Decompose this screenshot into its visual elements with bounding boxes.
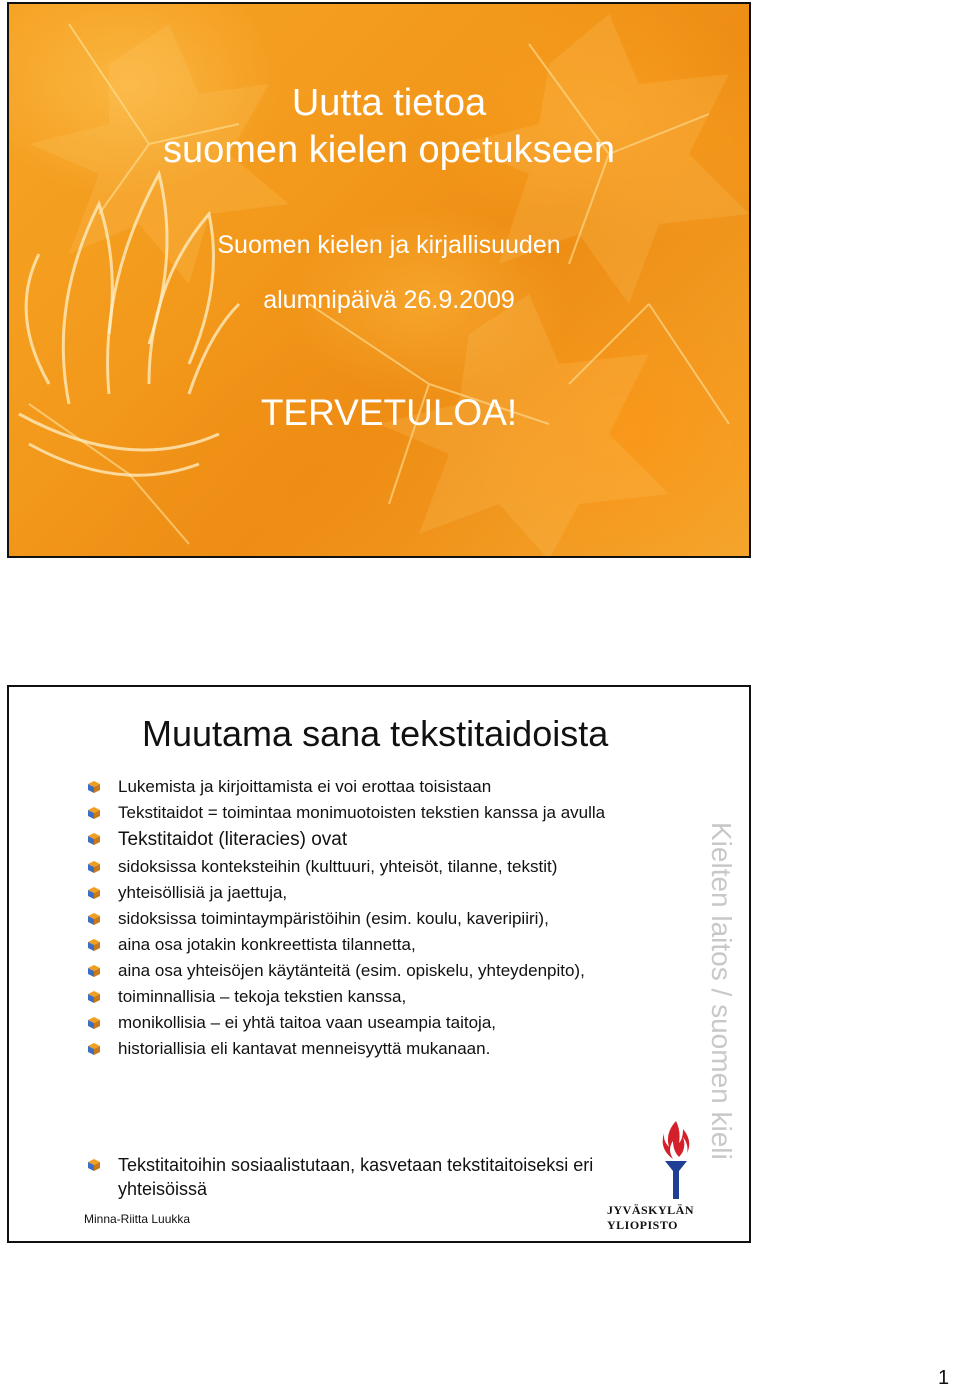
list-item bbox=[87, 1037, 677, 1061]
cube-bullet-icon bbox=[87, 990, 101, 1004]
department-vertical-text: Kielten laitos / suomen kieli bbox=[706, 822, 737, 1160]
university-name: JYVÄSKYLÄN YLIOPISTO bbox=[607, 1203, 695, 1232]
list-item bbox=[87, 881, 677, 905]
cube-bullet-icon bbox=[87, 938, 101, 952]
welcome-text: TERVETULOA! bbox=[260, 392, 518, 433]
cube-bullet-icon bbox=[87, 1016, 101, 1030]
title-line-2: suomen kielen opetukseen bbox=[162, 129, 616, 171]
cube-bullet-icon bbox=[87, 860, 101, 874]
bullet-text: Tekstitaidot = toimintaa monimuotoisten tekstien kanssa ja avulla bbox=[118, 803, 606, 822]
list-item bbox=[87, 985, 677, 1009]
bullet-text: sidoksissa konteksteihin (kulttuuri, yhteisöt, tilanne, tekstit) bbox=[118, 857, 558, 876]
list-item bbox=[87, 1153, 687, 1201]
cube-bullet-icon bbox=[87, 780, 101, 794]
closing-bullet bbox=[87, 1153, 687, 1201]
list-item bbox=[87, 855, 677, 879]
bullet-text: aina osa yhteisöjen käytänteitä (esim. opiskelu, yhteydenpito), bbox=[118, 961, 585, 980]
bullet-text: Lukemista ja kirjoittamista ei voi erottaa toisistaan bbox=[118, 777, 492, 796]
bullet-text: aina osa jotakin konkreettista tilannetta, bbox=[118, 935, 416, 954]
bullet-text: Tekstitaidot (literacies) ovat bbox=[118, 829, 348, 850]
cube-bullet-icon bbox=[87, 912, 101, 926]
list-item bbox=[87, 801, 677, 825]
author-name: Minna-Riitta Luukka bbox=[84, 1212, 191, 1226]
list-item bbox=[87, 933, 677, 957]
bullet-text: sidoksissa toimintaympäristöihin (esim. koulu, kaveripiiri), bbox=[118, 909, 549, 928]
list-item bbox=[87, 775, 677, 799]
university-flame-logo-icon bbox=[661, 1119, 691, 1201]
list-item bbox=[87, 827, 677, 853]
slide-title bbox=[9, 80, 751, 174]
cube-bullet-icon bbox=[87, 1042, 101, 1056]
bullet-text: Tekstitaitoihin sosiaalistutaan, kasvetaan tekstitaitoiseksi eri yhteisöissä bbox=[118, 1155, 594, 1199]
list-item bbox=[87, 959, 677, 983]
slide-title: Muutama sana tekstitaidoista bbox=[142, 713, 609, 754]
cube-bullet-icon bbox=[87, 886, 101, 900]
content-slide bbox=[7, 685, 751, 1243]
title-slide bbox=[7, 2, 751, 558]
bullet-text: monikollisia – ei yhtä taitoa vaan useampia taitoja, bbox=[118, 1013, 496, 1032]
cube-bullet-icon bbox=[87, 1158, 101, 1172]
subtitle-line-2: alumnipäivä 26.9.2009 bbox=[263, 286, 515, 314]
bullet-text: yhteisöllisiä ja jaettuja, bbox=[118, 883, 288, 902]
page-number: 1 bbox=[938, 1367, 950, 1389]
list-item bbox=[87, 907, 677, 931]
list-item bbox=[87, 1011, 677, 1035]
cube-bullet-icon bbox=[87, 832, 101, 846]
subtitle-line-1: Suomen kielen ja kirjallisuuden bbox=[217, 231, 561, 259]
cube-bullet-icon bbox=[87, 964, 101, 978]
title-line-1: Uutta tietoa bbox=[291, 82, 487, 124]
cube-bullet-icon bbox=[87, 806, 101, 820]
bullet-list bbox=[87, 775, 677, 1063]
bullet-text: toiminnallisia – tekoja tekstien kanssa, bbox=[118, 987, 407, 1006]
bullet-text: historiallisia eli kantavat menneisyyttä mukanaan. bbox=[118, 1039, 491, 1058]
